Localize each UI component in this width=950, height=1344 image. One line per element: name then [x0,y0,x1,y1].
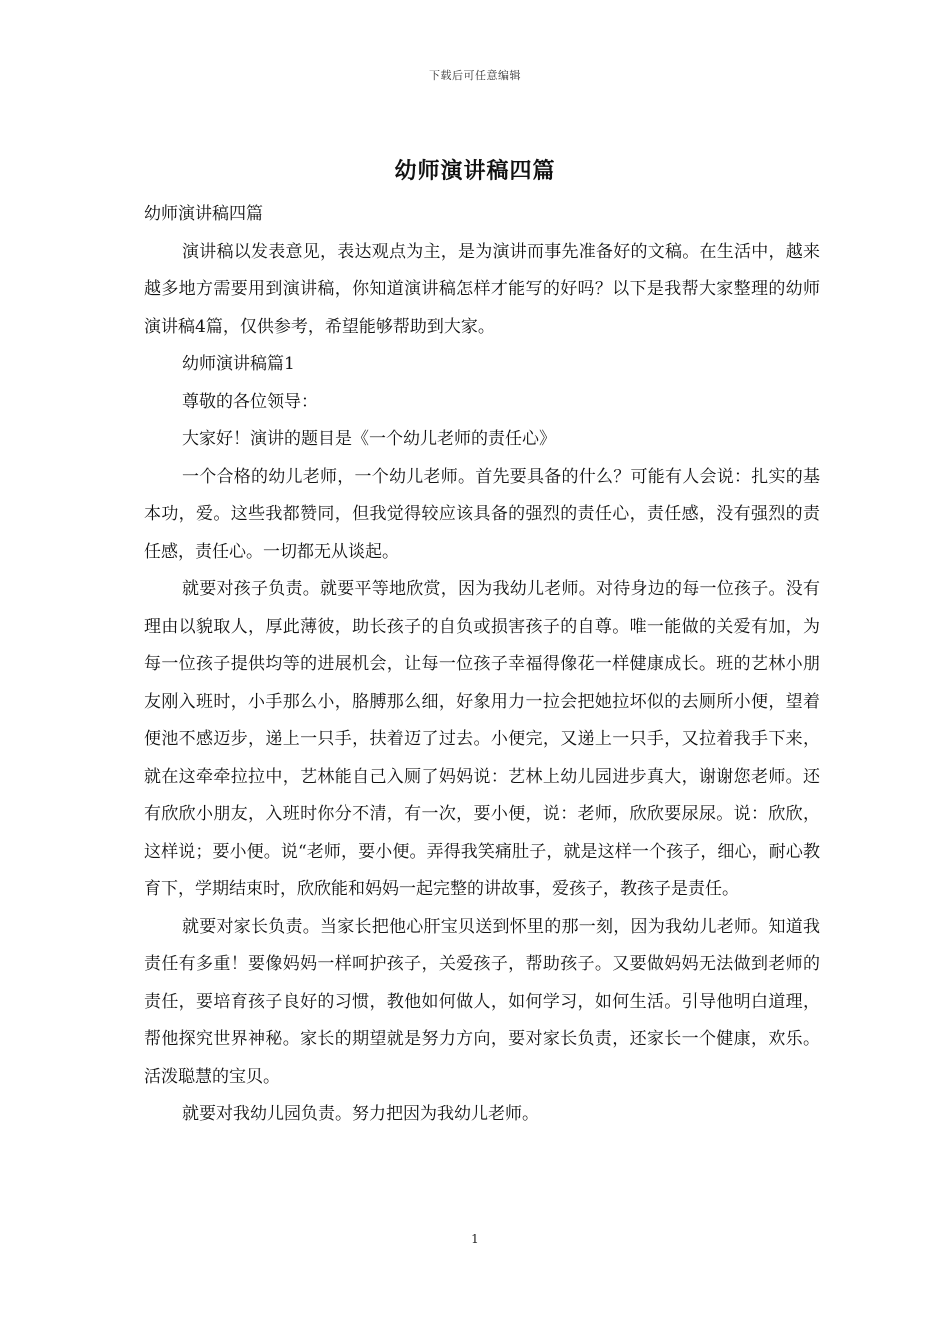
document-title: 幼师演讲稿四篇 [394,158,556,184]
page-header: 下载后可任意编辑 [429,69,521,82]
paragraph: 就要对家长负责。当家长把他心肝宝贝送到怀里的那一刻，因为我幼儿老师。知道我责任有多重！要像妈妈一样呵护孩子，关爱孩子，帮助孩子。又要做妈妈无法做到老师的责任，要培育孩子良好的习惯，教他如何做人，如何学习，如何生活。引导他明白道理，帮他探究世界神秘。家长的期望就是努力方向，要对家长负责，还家长一个健康，欢乐。活泼聪慧的宝贝。 [144,916,820,1087]
section-heading: 幼师演讲稿篇1 [182,354,295,374]
page-number: 1 [471,1232,479,1246]
paragraph: 就要对我幼儿园负责。努力把因为我幼儿老师。 [182,1104,539,1124]
paragraph: 大家好！演讲的题目是《一个幼儿老师的责任心》 [182,429,556,449]
paragraph: 一个合格的幼儿老师，一个幼儿老师。首先要具备的什么？可能有人会说：扎实的基本功，爱。这些我都赞同，但我觉得较应该具备的强烈的责任心，责任感，没有强烈的责任感，责任心。一切都无从谈起。 [144,466,820,562]
salutation: 尊敬的各位领导： [182,391,318,412]
paragraph: 就要对孩子负责。就要平等地欣赏，因为我幼儿老师。对待身边的每一位孩子。没有理由以貌取人，厚此薄彼，助长孩子的自负或损害孩子的自尊。唯一能做的关爱有加，为每一位孩子提供均等的进展机会，让每一位孩子幸福得像花一样健康成长。班的艺林小朋友刚入班时，小手那么小，胳膊那么细，好象用力一拉会把她拉坏似的去厕所小便，望着便池不感迈步，递上一只手，扶着迈了过去。小便完，又递上一只手，又拉着我手下来，就在这牵牵拉拉中，艺林能自己入厕了妈妈说：艺林上幼儿园进步真大，谢谢您老师。还有欣欣小朋友，入班时你分不清，有一次，要小便，说：老师，欣欣要尿尿。说：欣欣，这样说；要小便。说“老师，要小便。弄得我笑痛肚子，就是这样一个孩子，细心，耐心教育下，学期结束时，欣欣能和妈妈一起完整的讲故事，爱孩子，教孩子是责任。 [144,579,820,899]
paragraph: 演讲稿以发表意见，表达观点为主，是为演讲而事先准备好的文稿。在生活中，越来越多地方需要用到演讲稿，你知道演讲稿怎样才能写的好吗？以下是我帮大家整理的幼师演讲稿4篇，仅供参考，希望能够帮助到大家。 [144,241,820,337]
document-body [144,196,820,1134]
document-subtitle: 幼师演讲稿四篇 [144,204,263,224]
